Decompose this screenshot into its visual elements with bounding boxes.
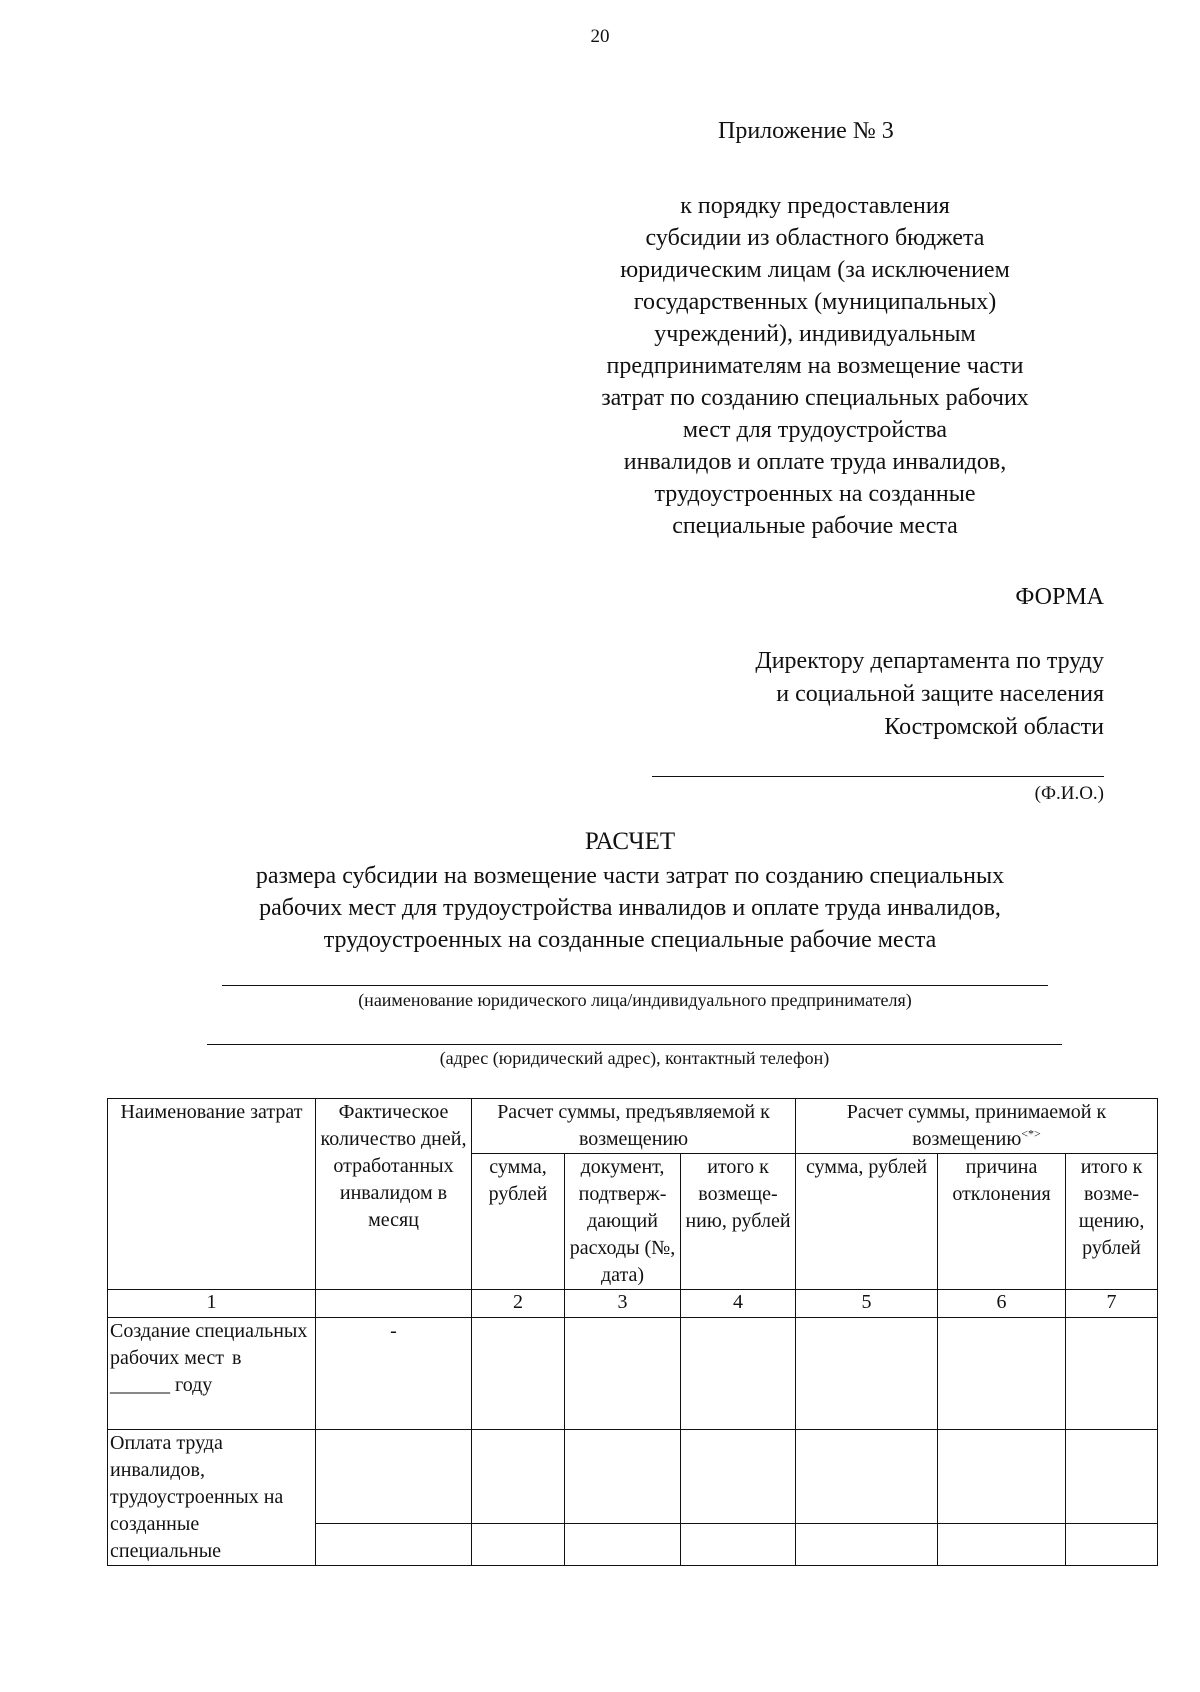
empty-cell[interactable] <box>565 1523 681 1565</box>
header-claimed-total: итого к возмеще-нию, рублей <box>681 1154 796 1290</box>
empty-cell[interactable] <box>938 1430 1066 1524</box>
empty-cell[interactable] <box>565 1318 681 1430</box>
address-caption: (адрес (юридический адрес), контактный телефон) <box>439 1048 830 1068</box>
header-accepted-reason: причина отклонения <box>938 1154 1066 1290</box>
row-days-cell: - <box>316 1318 472 1430</box>
appendix-line: специальные рабочие места <box>672 513 958 539</box>
empty-cell[interactable] <box>681 1318 796 1430</box>
column-number <box>316 1290 472 1318</box>
calc-title: РАСЧЕТ <box>584 828 676 855</box>
appendix-line: к порядку предоставления <box>680 193 950 219</box>
row-cost-name <box>108 1318 316 1430</box>
footnote-mark: <*> <box>1021 1126 1041 1141</box>
appendix-line: затрат по созданию специальных рабочих <box>601 385 1029 411</box>
empty-cell[interactable] <box>1066 1318 1158 1430</box>
header-claimed-document: документ, подтверж-дающий расходы (№, дата) <box>565 1154 681 1290</box>
appendix-line: юридическим лицам (за исключением <box>620 257 1010 283</box>
header-accepted-group-label: Расчет суммы, принимаемой к возмещению <box>846 1101 1107 1150</box>
empty-cell[interactable] <box>1066 1430 1158 1524</box>
empty-cell[interactable] <box>472 1523 565 1565</box>
appendix-line: предпринимателям на возмещение части <box>606 353 1024 379</box>
appendix-line: инвалидов и оплате труда инвалидов, <box>623 449 1007 475</box>
entity-name-caption: (наименование юридического лица/индивидуального предпринимателя) <box>358 990 912 1010</box>
column-number: 2 <box>472 1290 565 1318</box>
addressee-line: и социальной защите населения <box>776 681 1104 707</box>
addressee <box>755 645 1104 744</box>
row-cost-name-year: ______ году <box>110 1374 213 1396</box>
fio-signature-line <box>652 776 1104 777</box>
calc-subtitle-line: трудоустроенных на созданные специальные рабочие места <box>323 927 937 953</box>
calculation-table <box>107 1098 1158 1566</box>
column-number: 6 <box>938 1290 1066 1318</box>
header-accepted-total: итого к возме-щению, рублей <box>1066 1154 1158 1290</box>
row-cost-name-main: Создание специальных рабочих мест <box>110 1320 308 1369</box>
header-days-worked: Фактическое количество дней, отработанных инвалидом в месяц <box>316 1099 472 1290</box>
empty-cell[interactable] <box>472 1430 565 1524</box>
addressee-line: Костромской области <box>884 714 1104 740</box>
empty-cell[interactable] <box>796 1318 938 1430</box>
empty-cell[interactable] <box>316 1430 472 1524</box>
header-cost-name: Наименование затрат <box>108 1099 316 1290</box>
entity-name-line <box>222 985 1048 986</box>
address-line <box>207 1044 1062 1045</box>
empty-cell[interactable] <box>472 1318 565 1430</box>
empty-cell[interactable] <box>316 1523 472 1565</box>
appendix-line: государственных (муниципальных) <box>633 289 997 315</box>
appendix-line: учреждений), индивидуальным <box>654 321 976 347</box>
empty-cell[interactable] <box>938 1523 1066 1565</box>
empty-cell[interactable] <box>681 1523 796 1565</box>
empty-cell[interactable] <box>938 1318 1066 1430</box>
column-number: 3 <box>565 1290 681 1318</box>
table-row-job-creation <box>108 1318 1158 1430</box>
empty-cell[interactable] <box>565 1430 681 1524</box>
calc-subtitle-line: размера субсидии на возмещение части затрат по созданию специальных <box>255 863 1005 889</box>
header-accepted-sum: сумма, рублей <box>796 1154 938 1290</box>
appendix-line: мест для трудоустройства <box>682 417 948 443</box>
column-number-row <box>108 1290 1158 1318</box>
page-number: 20 <box>590 26 610 47</box>
appendix-line: трудоустроенных на созданные <box>654 481 976 507</box>
empty-cell[interactable] <box>796 1430 938 1524</box>
calc-subtitle-line: рабочих мест для трудоустройства инвалидов и оплате труда инвалидов, <box>259 895 1001 921</box>
row-cost-name: Оплата труда инвалидов, трудоустроенных на созданные специальные <box>108 1430 316 1566</box>
header-accepted-group <box>796 1099 1158 1154</box>
empty-cell[interactable] <box>1066 1523 1158 1565</box>
column-number: 7 <box>1066 1290 1158 1318</box>
calc-subtitle <box>150 860 1110 956</box>
appendix-title: Приложение № 3 <box>718 118 894 144</box>
column-number: 1 <box>108 1290 316 1318</box>
form-label: ФОРМА <box>1015 584 1104 610</box>
appendix-line: субсидии из областного бюджета <box>645 225 985 251</box>
table-header-row <box>108 1099 1158 1154</box>
appendix-text <box>565 190 1065 542</box>
addressee-line: Директору департамента по труду <box>755 648 1104 674</box>
empty-cell[interactable] <box>796 1523 938 1565</box>
column-number: 5 <box>796 1290 938 1318</box>
table-row-wages <box>108 1430 1158 1524</box>
row-cost-name-in: в <box>231 1347 242 1369</box>
header-claimed-sum: сумма, рублей <box>472 1154 565 1290</box>
header-claimed-group: Расчет суммы, предъявляемой к возмещению <box>472 1099 796 1154</box>
column-number: 4 <box>681 1290 796 1318</box>
fio-caption: (Ф.И.О.) <box>1034 783 1104 804</box>
empty-cell[interactable] <box>681 1430 796 1524</box>
